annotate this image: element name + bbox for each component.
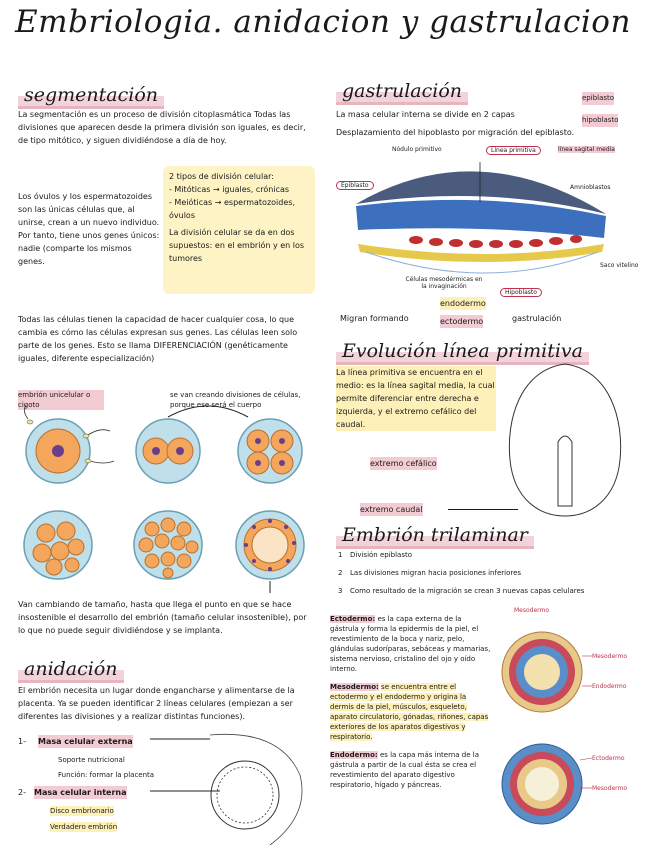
gastrulacion-paragraph-2: Desplazamiento del hipoblasto por migración del epiblasto.	[336, 128, 575, 137]
cell-division-illustration	[18, 405, 312, 597]
masa-externa-soporte: Soporte nutricional	[58, 756, 125, 764]
endodermo-text: es la capa más interna de la gástrula a partir de la cual ésta se crea el revestimiento del aparato digestivo respiratorio, hígado y páncreas.	[330, 751, 480, 789]
label-migran-formando: Migran formando	[340, 314, 409, 323]
page-title: Embriologia. anidacion y gastrulacion	[15, 4, 631, 40]
diagram-label-linea-primitiva: Línea primitiva	[486, 146, 541, 155]
mesodermo-text: se encuentra entre el ectodermo y el endodermo y origina la dermis de la piel, músculos, esqueleto, aparato circulatorio, gónadas, riñones, capas exteriores de los aparatos digestivos y respiratorio.	[330, 683, 489, 741]
masa-celular-externa: Masa celular externa	[38, 737, 133, 746]
figure-label-ectodermo: Ectodermo	[592, 755, 625, 762]
trilaminar-step-3: Como resultado de la migración se crean 3 nuevas capas celulares	[350, 587, 585, 595]
ectodermo-text: es la capa externa de la gástrula y forma la epidermis de la piel, el revestimiento de la boca y nariz, pelo, glándulas sudoríparas, sebáceas y mamarias, sistema nervioso, cristalino del ojo y oído interno.	[330, 615, 491, 673]
segmentacion-paragraph-1: La segmentación es un proceso de división citoplasmática Todas las divisiones que aparecen desde la primera división son iguales, es decir, de tipo mitótico, y siguen dividiéndose a día de hoy.	[18, 110, 306, 145]
label-divisiones: se van creando divisiones de células, porque ese será el cuerpo	[170, 391, 301, 409]
primitive-line-sketch	[500, 360, 630, 520]
label-endodermo: endodermo	[440, 299, 486, 308]
division-type-meioticas: - Meióticas → espermatozoides, óvulos	[169, 198, 295, 220]
division-box-note: La división celular se da en dos supuestos: en el embrión y en los tumores	[169, 228, 305, 263]
anidacion-paragraph: El embrión necesita un lugar donde engancharse y alimentarse de la placenta. Ya se pueden identificar 2 líneas celulares (empiezan a ser diferentes las divisiones y a realizar distintas funciones).	[18, 686, 295, 721]
trilaminar-heading: Embrión trilaminar	[336, 524, 534, 549]
trilaminar-step-num-2: 2	[338, 569, 343, 577]
figure-label-endodermo: Endodermo	[592, 683, 627, 690]
evolucion-heading: Evolución línea primitiva	[336, 340, 589, 365]
label-extremo-cefalico: extremo cefálico	[370, 459, 437, 468]
segmentacion-paragraph-3: Todas las células tienen la capacidad de hacer cualquier cosa, lo que cambia es cómo las células expresan sus genes. Las células leen solo parte de los genes. Esto se llama DIFERENCIACIÓN (genéticamente iguales, diferente especialización)	[18, 315, 298, 363]
ectodermo-label: Ectodermo:	[330, 615, 376, 623]
label-epiblasto: epiblasto	[582, 92, 614, 105]
figure-label-mesodermo-top: Mesodermo	[514, 607, 550, 614]
endodermo-label: Endodermo:	[330, 751, 378, 759]
segmentacion-heading: segmentación	[18, 84, 164, 109]
ectodermo-block	[330, 614, 492, 674]
blastocyst-sketch	[150, 725, 310, 845]
label-extremo-caudal: extremo caudal	[360, 505, 423, 514]
endodermo-block	[330, 750, 492, 790]
anidacion-num-2: 2-	[18, 788, 26, 797]
diagram-label-nodulo: Nódulo primitivo	[392, 146, 442, 153]
trilaminar-step-num-3: 3	[338, 587, 343, 595]
mesodermo-block	[330, 682, 492, 742]
anidacion-num-1: 1-	[18, 737, 26, 746]
masa-interna-disco: Disco embrionario	[50, 807, 114, 815]
masa-interna-embrion: Verdadero embrión	[50, 823, 118, 831]
gastrulacion-heading: gastrulación	[336, 80, 468, 105]
diagram-label-linea-sagital: línea sagital media	[558, 146, 615, 153]
diagram-label-amnioblastos: Amnioblastos	[570, 184, 611, 191]
gastrulacion-paragraph-1: La masa celular interna se divide en 2 capas	[336, 110, 515, 119]
segmentacion-paragraph-2: Los óvulos y los espermatozoides son las únicas células que, al unirse, crean a un nuevo individuo. Por tanto, tiene unos genes únicos: nadie (comparte los mismos genes.	[18, 192, 160, 266]
gastrulation-diagram	[336, 144, 636, 304]
figure-label-mesodermo-bottom: Mesodermo	[592, 785, 628, 792]
figure-label-mesodermo: Mesodermo	[592, 653, 628, 660]
division-types-box	[163, 166, 315, 294]
label-ectodermo: ectodermo	[440, 317, 484, 326]
masa-celular-interna: Masa celular interna	[34, 788, 127, 797]
trilaminar-step-1: División epiblasto	[350, 551, 413, 559]
evolucion-paragraph: La línea primitiva se encuentra en el medio: es la línea sagital media, la cual permite diferenciar entre derecha e izquierda, y el extremo cefálico del caudal.	[336, 368, 495, 429]
mesodermo-label: Mesodermo:	[330, 683, 379, 691]
diagram-label-celulas: Células mesodérmicas en la invaginación	[405, 276, 483, 290]
trilaminar-step-num-1: 1	[338, 551, 343, 559]
masa-externa-funcion: Función: formar la placenta	[58, 771, 155, 779]
segmentacion-paragraph-4: Van cambiando de tamaño, hasta que llega el punto en que se hace insostenible el desarrollo del embrión (tamaño celular insostenible), por lo que no puede seguir dividiéndose y se implanta.	[18, 600, 307, 635]
label-hipoblasto: hipoblasto	[582, 114, 618, 127]
diagram-label-saco: Saco vitelino	[600, 262, 639, 269]
division-type-mitoticas: - Mitóticas → iguales, crónicas	[169, 185, 290, 194]
anidacion-heading: anidación	[18, 658, 124, 683]
trilaminar-step-2: Las divisiones migran hacia posiciones inferiores	[350, 569, 522, 577]
trilaminar-figures	[496, 612, 642, 848]
label-embrion-unicelular: embrión unicelular o cigoto	[18, 390, 104, 410]
label-gastrulacion: gastrulación	[512, 314, 562, 323]
diagram-label-epiblasto: Epiblasto	[336, 181, 374, 190]
division-types-title: 2 tipos de división celular:	[169, 172, 274, 181]
diagram-label-hipoblasto: Hipoblasto	[500, 288, 542, 297]
